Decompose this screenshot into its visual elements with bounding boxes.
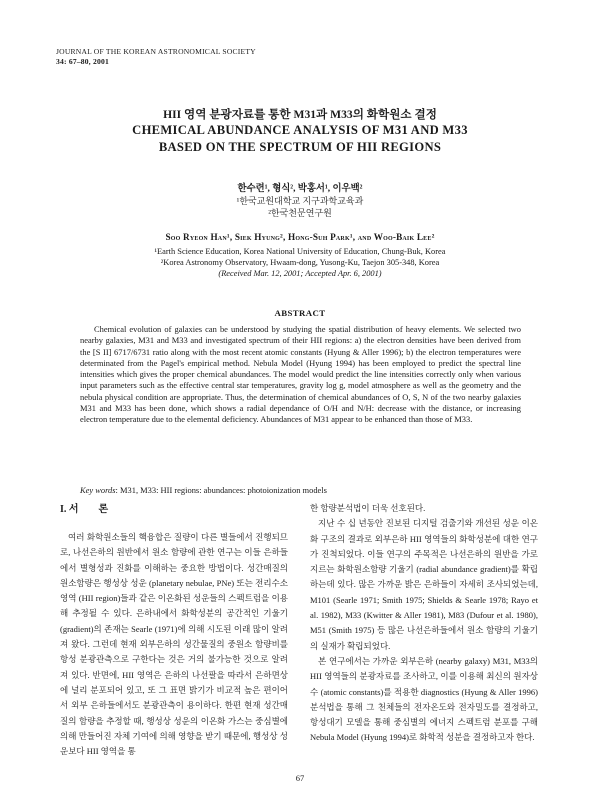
body-paragraph: 지난 수 십 년동안 진보된 디지털 검출기와 개선된 성운 이온화 구조의 결과로 외부은하 HII 영역들의 화학성분에 대한 연구가 진척되었다. 이들 연구의 주목적은 나선은하의 원반을 가로지르는 화학원소함량 기울기 (radial abundance gradient)를 확립하는데 있다. 많은 가까운 밝은 은하들이 자세히 조사되었는데, M101 (Searle 1971; Smith 1975; Shields & Searle 1978; Rayo et al. 1982), M33 (Kwitter & Aller 1981), M83 (Dufour et al. 1980), M51 (Smith 1975) 등 많은 나선은하들에서 원소 함량의 기울기의 실재가 확립되었다. xyxy=(310,518,538,651)
english-affiliations xyxy=(30,246,570,279)
received-dates: (Received Mar. 12, 2001; Accepted Apr. 6, 2001) xyxy=(218,269,382,278)
author-block xyxy=(30,183,570,279)
page-number: 67 xyxy=(295,773,305,783)
english-affiliation-2: ²Korea Astronomy Observatory, Hwaam-dong, Yusong-Ku, Taejon 305-348, Korea xyxy=(160,258,440,267)
keywords-label: Key words xyxy=(80,485,116,495)
body-paragraph: 여러 화학원소들의 핵융합은 질량이 다른 별들에서 진행되므로, 나선은하의 원반에서 원소 함량에 관한 연구는 이들 은하들에서 별형성과 진화를 이해하는 중요한 방법이다. 성간매질의 원소함량은 행성상 성운 (planetary nebulae, PNe) 또는 전리수소영역 (HII region)들과 같은 이온화된 성운들의 스펙트럼을 이용해 추정될 수 있다. 은하내에서 화학성분의 공간적인 기울기 (gradient)의 존재는 Searle (1971)에 의해 시도된 이래 많이 알려져 왔다. 그런데 현재 외부은하의 성간물질의 중원소 함량비를 항성 분광관측으로 구한다는 것은 거의 불가능한 것으로 알려져 있다. 반면에, HII 영역은 은하의 나선팔을 따라서 은하면상에 널리 분포되어 있고, 또 그 표면 밝기가 비교적 높은 편이어서 외부 은하들에서도 분광관측이 용이하다. 한편 현재 성간매질의 함량을 추정할 때, 행성상 성운의 이온화 가스는 중심별에 의해 만들어진 자체 기여에 의해 영향을 받기 때문에, 행성상 성운보다 HII 영역을 통 xyxy=(60,532,288,757)
body-paragraph: 한 함량분석법이 더욱 선호된다. xyxy=(310,503,426,513)
korean-affiliation-1: ¹한국교원대학교 지구과학교육과 xyxy=(236,196,364,206)
abstract-body xyxy=(80,324,521,426)
body-column-right xyxy=(310,501,538,746)
title-korean: HII 영역 분광자료를 통한 M31과 M33의 화학원소 결정 xyxy=(163,108,437,121)
journal-name: JOURNAL OF THE KOREAN ASTRONOMICAL SOCIETY xyxy=(56,47,256,56)
body-paragraph: 본 연구에서는 가까운 외부은하 (nearby galaxy) M31, M33의 HII 영역들의 분광자료를 조사하고, 이를 이용해 최신의 원자상수 (atomic constants)를 적용한 diagnostics (Hyung & Aller 1996) 분석법을 통해 그 천체들의 전자온도와 전자밀도를 결정하고, 항성대기 모델을 통해 중심별의 에너지 스펙트럼 분포를 구해 Nebula Model (Hyung 1994)로 화학적 성분을 결정하고자 한다. xyxy=(310,655,538,743)
keywords xyxy=(80,485,521,496)
english-affiliation-1: ¹Earth Science Education, Korea National University of Education, Chung-Buk, Korea xyxy=(154,247,446,256)
journal-header xyxy=(56,47,256,66)
title-english-line1: CHEMICAL ABUNDANCE ANALYSIS OF M31 AND M33 xyxy=(132,123,468,137)
title-english-line2: BASED ON THE SPECTRUM OF HII REGIONS xyxy=(158,140,442,154)
paper-title xyxy=(30,107,570,156)
body-column-left xyxy=(60,503,288,759)
abstract-heading: ABSTRACT xyxy=(274,308,326,318)
authors-english: Soo Ryeon Han¹, Siek Hyung², Hong-Suh Park¹, and Woo-Baik Lee² xyxy=(165,232,435,242)
keywords-text: : M31, M33: HII regions: abundances: photoionization models xyxy=(115,485,327,495)
journal-issue: 34: 67–80, 2001 xyxy=(56,56,109,66)
korean-affiliation-2: ²한국천문연구원 xyxy=(268,208,332,218)
authors-korean: 한수련¹, 형식², 박홍서¹, 이우백² xyxy=(237,184,363,194)
abstract-text: Chemical evolution of galaxies can be understood by studying the spatial distribution of heavy elements. We selected two nearby galaxies, M31 and M33 and investigated spectrum of their HII regions: a) the electron densities have been derived from the [S II] 6717/6731 ratio along with the most recent atomic constants (Hyung & Aller 1996); b) the electron temperatures were determinated from the Pagel's empirical method. Nebula Model (Hyung 1994) has been employed to predict the spectral line intensities which gives the proper chemical abundances. The model would predict the line intensities correctly only when various input parameters such as the effective central star temperatures, gravity log g, model atmosphere as well as the geometry and the nebula physical condition are appropriate. Thus, the determination of chemical abundances of O, S, N of the two nearby galaxies M31 and M33 has been done, which shows a radial dependance of O/H and N/H: decrease with the distance, or increasing electron temperature due to the elemental deficiency. Abundances of M31 appear to be enhanced than those of M33. xyxy=(80,324,521,425)
section-heading-introduction: I. 서 론 xyxy=(60,504,109,515)
